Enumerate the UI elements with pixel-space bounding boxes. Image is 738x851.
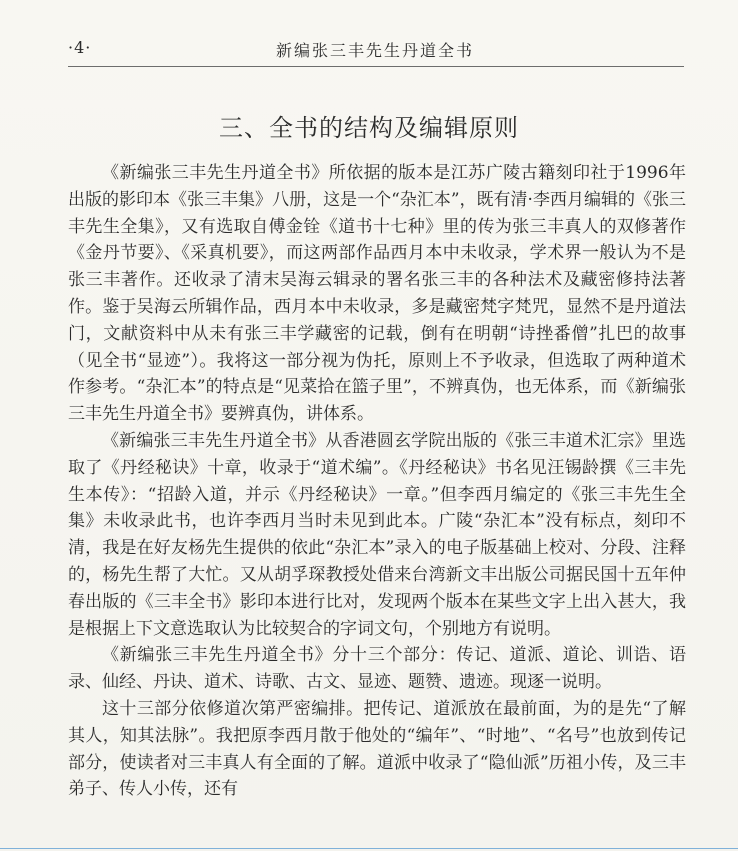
paragraph-4: 这十三部分依修道次第严密编排。把传记、道派放在最前面，为的是先“了解其人，知其法脉”。我把原李西月散于他处的“编年”、“时地”、“名号”也放到传记部分，使读者对三丰真人有全面的了解。道派中收录了“隐仙派”历祖小传，及三丰弟子、传人小传，还有: [68, 698, 686, 800]
header-rule: [68, 66, 684, 67]
paragraph-1: 《新编张三丰先生丹道全书》所依据的版本是江苏广陵古籍刻印社于1996年出版的影印本《张三丰集》八册，这是一个“杂汇本”，既有清·李西月编辑的《张三丰先生全集》，又有选取自傅金铨《道书十七种》里的传为张三丰真人的双修著作《金丹节要》、《采真机要》，而这两部作品西月本中未收录，学术界一般认为不是张三丰著作。还收录了清末吴海云辑录的署名张三丰的各种法术及藏密修持法著作。鉴于吴海云所辑作品，西月本中未收录，多是藏密梵字梵咒，显然不是丹道法门，文献资料中从未有张三丰学藏密的记载，倒有在明朝“诗挫番僧”扎巴的故事（见全书“显迹”）。我将这一部分视为伪托，原则上不予收录，但选取了两种道术作参考。“杂汇本”的特点是“见菜拾在篮子里”，不辨真伪，也无体系，而《新编张三丰先生丹道全书》要辨真伪，讲体系。: [68, 163, 686, 425]
paragraph-2: 《新编张三丰先生丹道全书》从香港圆玄学院出版的《张三丰道术汇宗》里选取了《丹经秘诀》十章，收录于“道术编”。《丹经秘诀》书名见汪锡龄撰《三丰先生本传》：“招龄入道，并示《丹经秘诀》一章。”但李西月编定的《张三丰先生全集》未收录此书，也许李西月当时未见到此本。广陵“杂汇本”没有标点，刻印不清，我是在好友杨先生提供的依此“杂汇本”录入的电子版基础上校对、分段、注释的，杨先生帮了大忙。又从胡孚琛教授处借来台湾新文丰出版公司据民国十五年仲春出版的《三丰全书》影印本进行比对，发现两个版本在某些文字上出入甚大，我是根据上下文意选取认为比较契合的字词文句，个别地方有说明。: [68, 430, 686, 639]
page-header: [68, 36, 684, 64]
running-title: 新编张三丰先生丹道全书: [276, 41, 475, 60]
paragraph-3: 《新编张三丰先生丹道全书》分十三个部分：传记、道派、道论、训诰、语录、仙经、丹诀、道术、诗歌、古文、显迹、题赞、遗迹。现逐一说明。: [68, 645, 686, 693]
page-number: ·4·: [68, 38, 92, 57]
scan-bottom-line: [0, 848, 738, 849]
section-title: 三、全书的结构及编辑原则: [219, 114, 519, 142]
body-text: [68, 160, 686, 803]
